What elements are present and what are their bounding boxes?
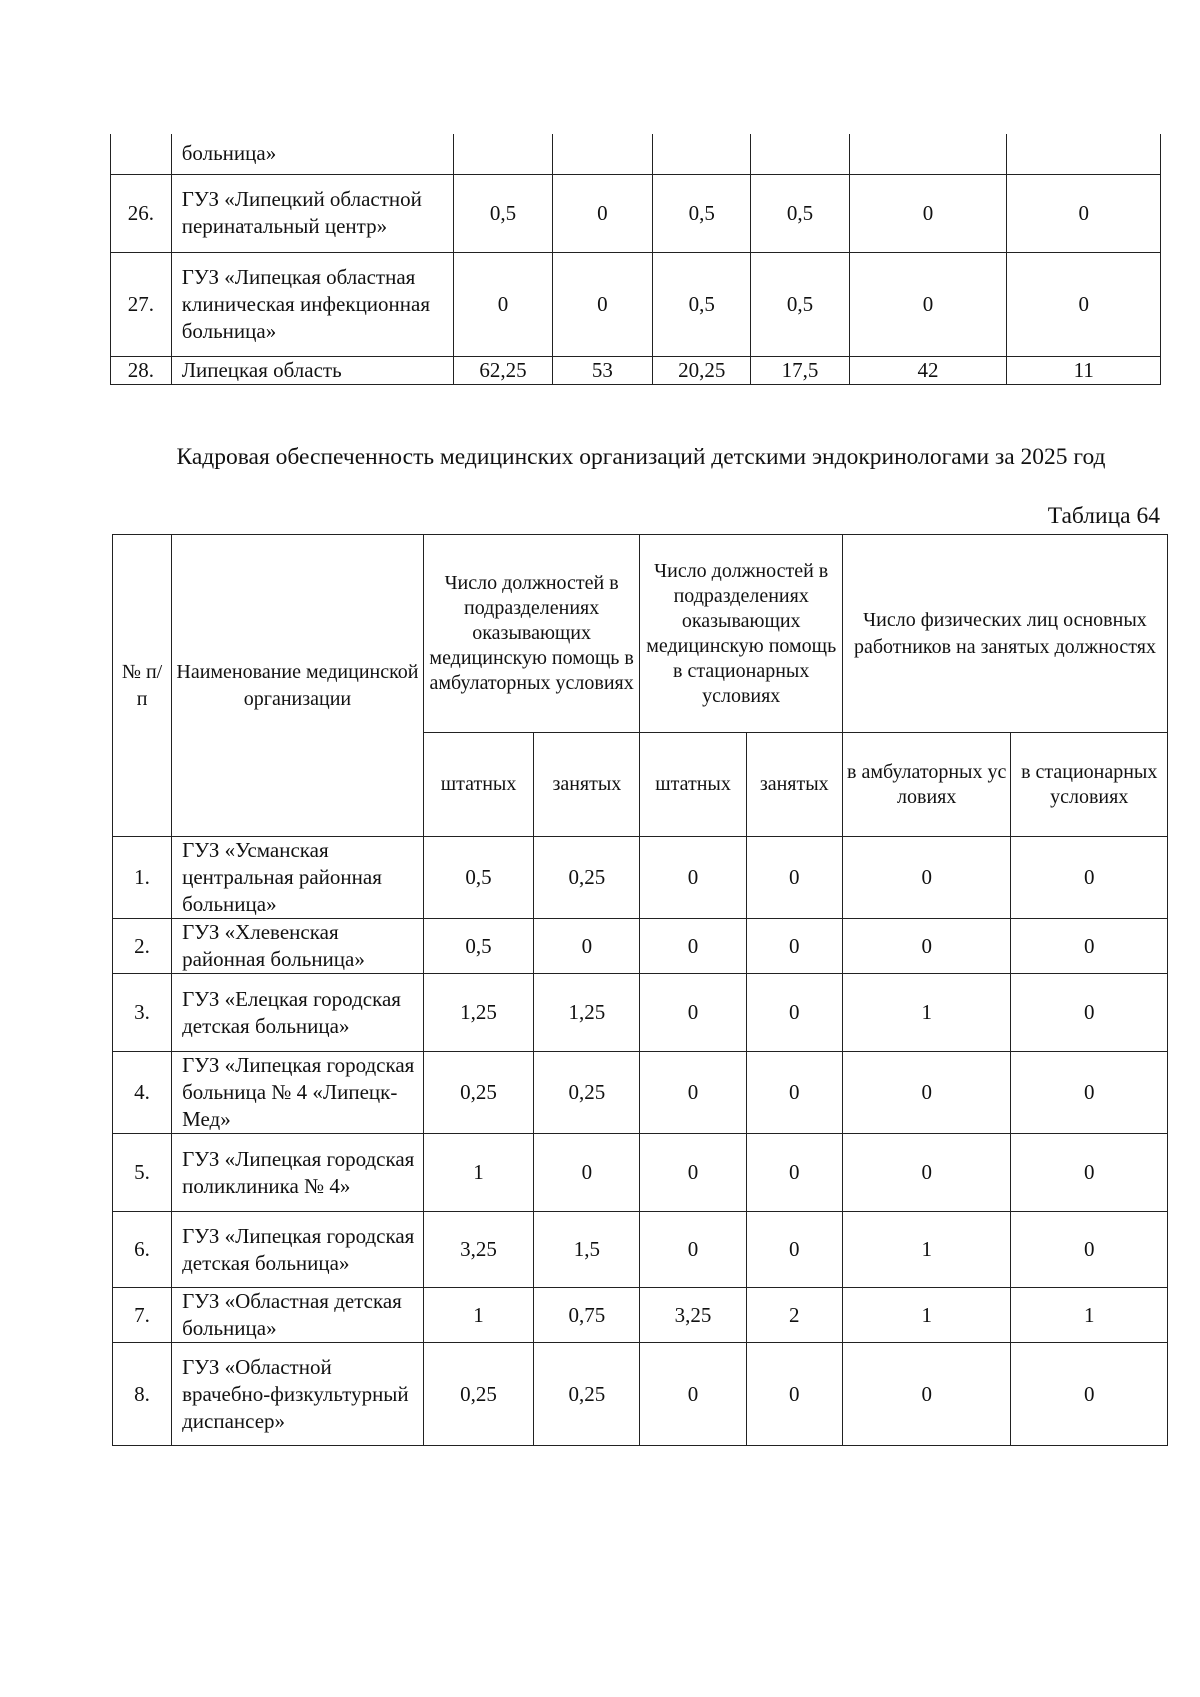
value-cell: 0	[454, 252, 552, 356]
header-occupied-inpatient: занятых	[746, 733, 842, 837]
row-number: 3.	[113, 974, 172, 1052]
value-cell: 3,25	[423, 1212, 534, 1288]
value-cell: 0	[640, 974, 746, 1052]
header-staffed: штатных	[423, 733, 534, 837]
organization-name: ГУЗ «Липецкий областной перинатальный центр»	[171, 174, 454, 252]
header-individuals: Число физических лиц основных работников на занятых должностях	[842, 535, 1167, 733]
row-number: 4.	[113, 1052, 172, 1134]
value-cell: 1	[842, 1288, 1011, 1343]
row-number: 26.	[111, 174, 172, 252]
organization-name: Липецкая область	[171, 356, 454, 384]
row-number: 5.	[113, 1134, 172, 1212]
row-number: 6.	[113, 1212, 172, 1288]
value-cell: 0,25	[423, 1052, 534, 1134]
value-cell: 0,75	[534, 1288, 640, 1343]
organization-name: ГУЗ «Усманская центральная районная больница»	[172, 837, 424, 919]
value-cell: 0	[1011, 1212, 1168, 1288]
value-cell: 0	[1011, 974, 1168, 1052]
value-cell: 0,25	[534, 1052, 640, 1134]
table-row	[113, 1052, 1168, 1134]
value-cell: 0	[640, 1052, 746, 1134]
endocrinologists-table	[112, 534, 1168, 1446]
value-cell: 1,25	[423, 974, 534, 1052]
value-cell: 0	[746, 1343, 842, 1446]
table-row	[113, 1288, 1168, 1343]
value-cell: 11	[1007, 356, 1161, 384]
value-cell: 0	[842, 1343, 1011, 1446]
header-occupied: занятых	[534, 733, 640, 837]
row-name-continuation: больница»	[171, 134, 454, 174]
value-cell: 0	[842, 837, 1011, 919]
organization-name: ГУЗ «Липецкая городская больница № 4 «Липецк-Мед»	[172, 1052, 424, 1134]
header-num: № п/п	[113, 535, 172, 837]
organization-name: ГУЗ «Липецкая городская детская больница»	[172, 1212, 424, 1288]
value-cell: 0	[746, 1134, 842, 1212]
value-cell: 0	[746, 837, 842, 919]
value-cell: 1	[423, 1134, 534, 1212]
row-number: 1.	[113, 837, 172, 919]
value-cell: 3,25	[640, 1288, 746, 1343]
table-row	[111, 252, 1161, 356]
header-in-inpatient: в стационарных условиях	[1011, 733, 1168, 837]
row-number: 28.	[111, 356, 172, 384]
organization-name: ГУЗ «Хлевенская районная больница»	[172, 919, 424, 974]
value-cell: 0	[552, 252, 652, 356]
value-cell: 1	[1011, 1288, 1168, 1343]
value-cell: 0	[1011, 919, 1168, 974]
value-cell: 0	[1011, 1052, 1168, 1134]
value-cell: 0	[640, 1212, 746, 1288]
value-cell: 0	[1011, 1343, 1168, 1446]
organization-name: ГУЗ «Липецкая областная клиническая инфекционная больница»	[171, 252, 454, 356]
header-in-ambulatory: в амбулаторных условиях	[842, 733, 1011, 837]
value-cell: 1	[842, 974, 1011, 1052]
value-cell: 0	[746, 1052, 842, 1134]
value-cell: 1,5	[534, 1212, 640, 1288]
table-row	[113, 1212, 1168, 1288]
organization-name: ГУЗ «Липецкая городская поликлиника № 4»	[172, 1134, 424, 1212]
value-cell: 0,5	[653, 252, 751, 356]
value-cell: 0	[534, 1134, 640, 1212]
value-cell: 0	[842, 1052, 1011, 1134]
header-staffed-inpatient: штатных	[640, 733, 746, 837]
value-cell: 0,5	[751, 174, 849, 252]
value-cell: 0	[842, 919, 1011, 974]
organization-name: ГУЗ «Елецкая городская детская больница»	[172, 974, 424, 1052]
value-cell: 2	[746, 1288, 842, 1343]
value-cell: 0	[552, 174, 652, 252]
row-number: 2.	[113, 919, 172, 974]
value-cell: 0	[640, 1134, 746, 1212]
table-row	[113, 1134, 1168, 1212]
value-cell: 0,25	[534, 837, 640, 919]
value-cell: 0	[746, 974, 842, 1052]
value-cell: 42	[849, 356, 1007, 384]
row-number: 7.	[113, 1288, 172, 1343]
value-cell: 0,5	[454, 174, 552, 252]
value-cell: 1	[842, 1212, 1011, 1288]
value-cell: 17,5	[751, 356, 849, 384]
continued-table	[110, 134, 1161, 385]
value-cell: 0	[746, 1212, 842, 1288]
table-row	[113, 837, 1168, 919]
value-cell: 0	[640, 919, 746, 974]
header-inpatient-positions: Число должностей в подразделениях оказывающих медицинскую помощь в стационарных условиях	[640, 535, 842, 733]
value-cell: 0	[849, 174, 1007, 252]
value-cell: 0,25	[534, 1343, 640, 1446]
value-cell: 0	[534, 919, 640, 974]
value-cell: 0,5	[423, 919, 534, 974]
value-cell: 0	[1007, 174, 1161, 252]
value-cell: 1	[423, 1288, 534, 1343]
value-cell: 53	[552, 356, 652, 384]
table-number: Таблица 64	[1047, 503, 1160, 529]
row-number: 27.	[111, 252, 172, 356]
table-row	[111, 174, 1161, 252]
table-cell	[111, 134, 172, 174]
header-name: Наименование медицинской организации	[172, 535, 424, 837]
organization-name: ГУЗ «Областной врачебно-физкультурный диспансер»	[172, 1343, 424, 1446]
value-cell: 62,25	[454, 356, 552, 384]
value-cell: 0	[849, 252, 1007, 356]
value-cell: 0	[1007, 252, 1161, 356]
table-row	[113, 1343, 1168, 1446]
value-cell: 0	[1011, 837, 1168, 919]
value-cell: 0	[640, 837, 746, 919]
header-ambulatory-positions: Число должностей в подразделениях оказывающих медицинскую помощь в амбулаторных условиях	[423, 535, 640, 733]
table-row	[113, 919, 1168, 974]
value-cell: 20,25	[653, 356, 751, 384]
row-number: 8.	[113, 1343, 172, 1446]
value-cell: 0	[842, 1134, 1011, 1212]
value-cell: 0	[1011, 1134, 1168, 1212]
value-cell: 0	[640, 1343, 746, 1446]
table-title: Кадровая обеспеченность медицинских организаций детскими эндокринологами за 2025 год	[176, 444, 1106, 470]
table-row	[113, 974, 1168, 1052]
value-cell: 0,25	[423, 1343, 534, 1446]
value-cell: 0,5	[423, 837, 534, 919]
value-cell: 0	[746, 919, 842, 974]
organization-name: ГУЗ «Областная детская больница»	[172, 1288, 424, 1343]
value-cell: 0,5	[751, 252, 849, 356]
table-row	[111, 356, 1161, 384]
value-cell: 0,5	[653, 174, 751, 252]
value-cell: 1,25	[534, 974, 640, 1052]
